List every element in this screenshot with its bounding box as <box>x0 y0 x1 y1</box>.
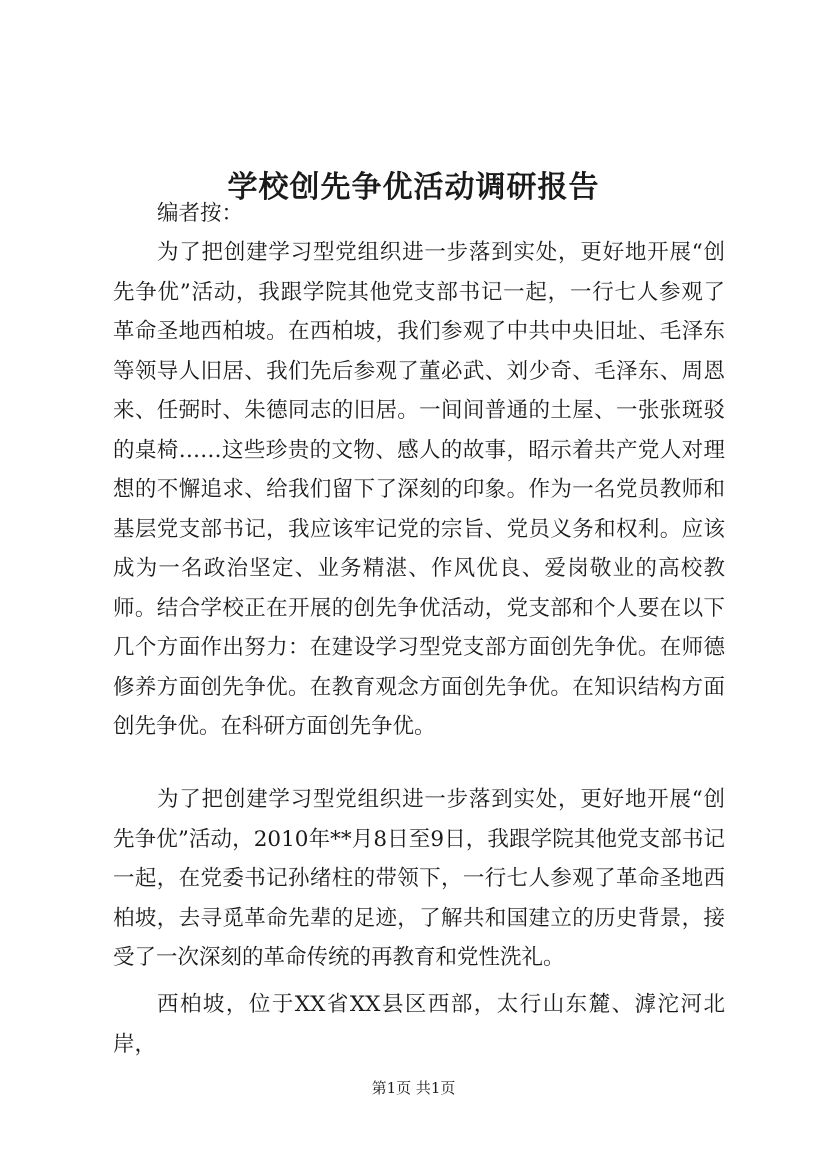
page-footer: 第1页 共1页 <box>371 1079 456 1097</box>
document-title: 学校创先争优活动调研报告 <box>227 170 600 206</box>
paragraph-3: 西柏坡，位于XX省XX县区西部，太行山东麓、滹沱河北岸， <box>113 992 725 1057</box>
paragraph-2: 为了把创建学习型党组织进一步落到实处，更好地开展“创先争优”活动，2010年**月8日至9日，我跟学院其他党支部书记一起，在党委书记孙绪柱的带领下，一行七人参观了革命圣地西柏坡，去寻觅革命先辈的足迹，了解共和国建立的历史背景，接受了一次深刻的革命传统的再教育和党性洗礼。 <box>113 787 725 970</box>
editor-note-label: 编者按： <box>157 201 244 226</box>
paragraph-1: 为了把创建学习型党组织进一步落到实处，更好地开展“创先争优”活动，我跟学院其他党支部书记一起，一行七人参观了革命圣地西柏坡。在西柏坡，我们参观了中共中央旧址、毛泽东等领导人旧居、我们先后参观了董必武、刘少奇、毛泽东、周恩来、任弼时、朱德同志的旧居。一间间普通的土屋、一张张斑驳的桌椅……这些珍贵的文物、感人的故事，昭示着共产党人对理想的不懈追求、给我们留下了深刻的印象。作为一名党员教师和基层党支部书记，我应该牢记党的宗旨、党员义务和权利。应该成为一名政治坚定、业务精湛、作风优良、爱岗敬业的高校教师。结合学校正在开展的创先争优活动，党支部和个人要在以下几个方面作出努力：在建设学习型党支部方面创先争优。在师德修养方面创先争优。在教育观念方面创先争优。在知识结构方面创先争优。在科研方面创先争优。 <box>113 240 725 739</box>
